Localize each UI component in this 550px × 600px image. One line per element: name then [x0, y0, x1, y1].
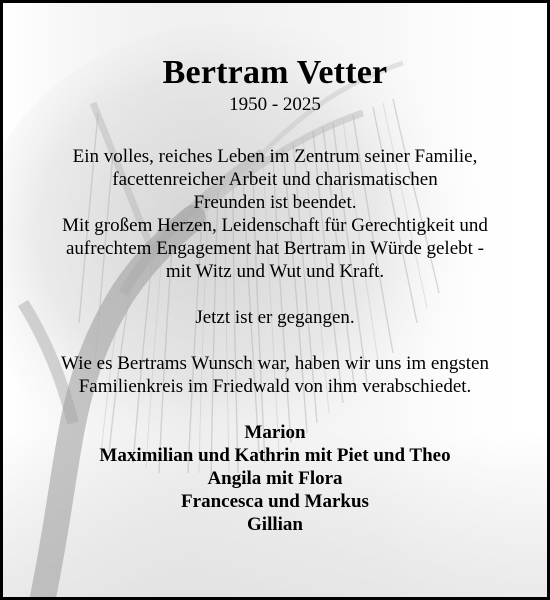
signature-name: Marion [244, 422, 306, 443]
text-line: Freunden ist beendet. [193, 192, 357, 213]
text-line: facettenreicher Arbeit und charismatischen [112, 169, 438, 190]
text-line: Ein volles, reiches Leben im Zentrum seiner Familie, [72, 146, 478, 167]
signature-name: Francesca und Markus [181, 491, 369, 512]
text-line: Wie es Bertrams Wunsch war, haben wir uns im engsten [61, 353, 489, 374]
text-line: Jetzt ist er gegangen. [195, 307, 355, 328]
signature-name: Gillian [247, 514, 303, 535]
text-line: Familienkreis im Friedwald von ihm verabschiedet. [78, 376, 472, 397]
text-line: mit Witz und Wut und Kraft. [165, 261, 385, 282]
deceased-name: Bertram Vetter [162, 54, 388, 91]
life-years: 1950 - 2025 [229, 94, 321, 115]
text-line: aufrechtem Engagement hat Bertram in Würde gelebt - [66, 238, 484, 259]
signature-name: Maximilian und Kathrin mit Piet und Theo [99, 445, 451, 466]
text-line: Mit großem Herzen, Leidenschaft für Gerechtigkeit und [62, 215, 488, 236]
signature-name: Angila mit Flora [207, 468, 343, 489]
